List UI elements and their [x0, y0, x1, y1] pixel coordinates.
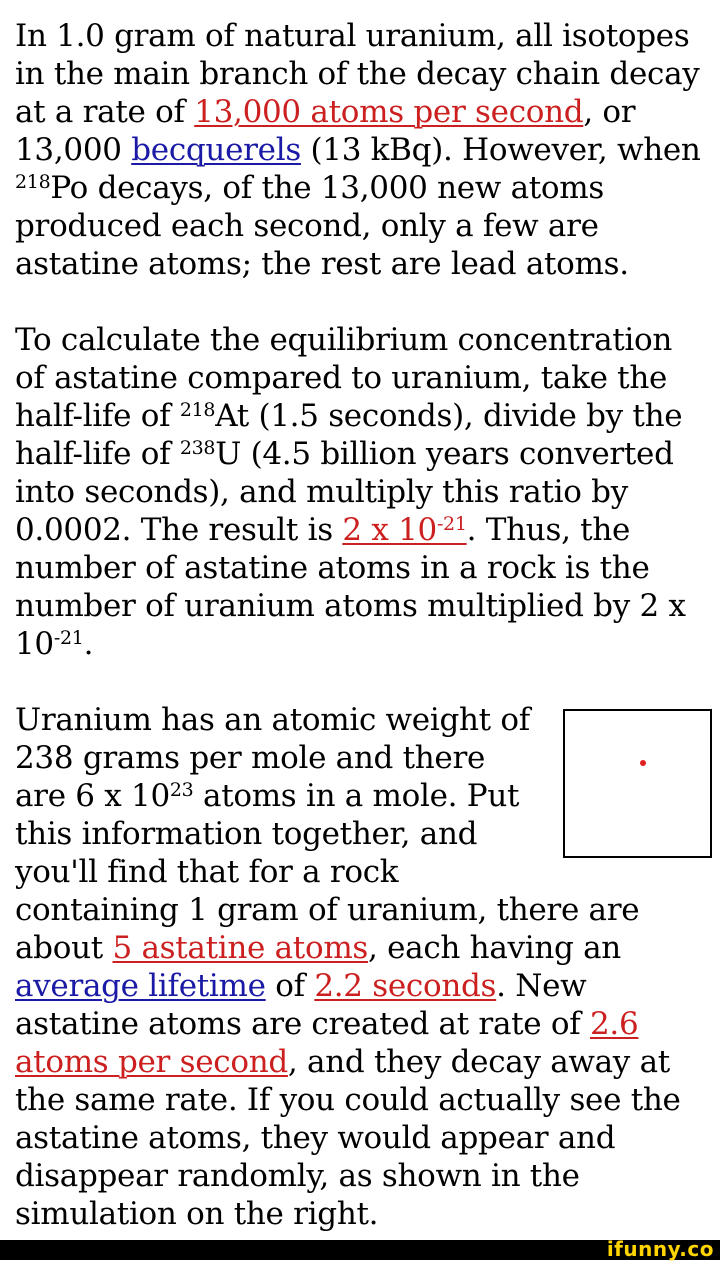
- text: .: [83, 626, 94, 662]
- paragraph-equilibrium: [15, 321, 705, 663]
- text: U (4.5 billion years converted into seconds), and multiply this ratio by 0.0002. The result is: [15, 436, 674, 548]
- text: , and they decay away at the same rate. If you could actually see the astatine atoms, they would appear and disappear randomly, as shown in the simulation on the right.: [15, 1044, 681, 1232]
- footer-bar: [0, 1237, 720, 1261]
- astatine-atom-dot: [640, 760, 646, 766]
- link-result-exponent: -21: [436, 513, 467, 535]
- link-average-lifetime[interactable]: average lifetime: [15, 968, 266, 1004]
- text: At (1.5 seconds), divide by the half-life of: [15, 398, 683, 472]
- text: , each having an: [368, 930, 621, 966]
- link-result-2x10-21[interactable]: [342, 512, 466, 548]
- link-result-base: 2 x 10: [342, 512, 437, 548]
- text: atoms in a mole. Put this information together, and you'll find that for a rock containing 1 gram of uranium, there are about: [15, 778, 640, 966]
- astatine-simulation: [563, 709, 712, 858]
- superscript-218: 218: [15, 171, 51, 193]
- ifunny-watermark-logo: ifunny.co: [606, 1237, 714, 1261]
- text: Po decays, of the 13,000 new atoms produced each second, only a few are astatine atoms; the rest are lead atoms.: [15, 170, 629, 282]
- text: In 1.0 gram of natural uranium, all isotopes in the main branch of the decay chain decay at a rate of: [15, 18, 700, 130]
- paragraph-decay-rate: [15, 17, 705, 283]
- text: . New astatine atoms are created at rate of: [15, 968, 590, 1042]
- link-2-6-atoms-per-second[interactable]: 2.6 atoms per second: [15, 1006, 639, 1080]
- text: To calculate the equilibrium concentration of astatine compared to uranium, take the half-life of: [15, 322, 673, 434]
- link-2-2-seconds[interactable]: 2.2 seconds: [314, 968, 497, 1004]
- link-becquerels[interactable]: becquerels: [131, 132, 301, 168]
- superscript-238: 238: [179, 437, 216, 459]
- link-13000-atoms-per-second[interactable]: 13,000 atoms per second: [194, 94, 584, 130]
- superscript-23: 23: [169, 779, 194, 801]
- article-body: [15, 17, 705, 1233]
- superscript-218: 218: [179, 399, 216, 421]
- text: , or 13,000: [15, 94, 636, 168]
- superscript-exponent: -21: [53, 627, 84, 649]
- paragraph-astatine-count: [15, 701, 705, 1233]
- link-5-astatine-atoms[interactable]: 5 astatine atoms: [112, 930, 369, 966]
- text: of: [265, 968, 315, 1004]
- text: . Thus, the number of astatine atoms in a rock is the number of uranium atoms multiplied by 2 x 10: [15, 512, 686, 662]
- text: Uranium has an atomic weight of 238 grams per mole and there are 6 x 10: [15, 702, 530, 814]
- text: (13 kBq). However, when: [300, 132, 701, 168]
